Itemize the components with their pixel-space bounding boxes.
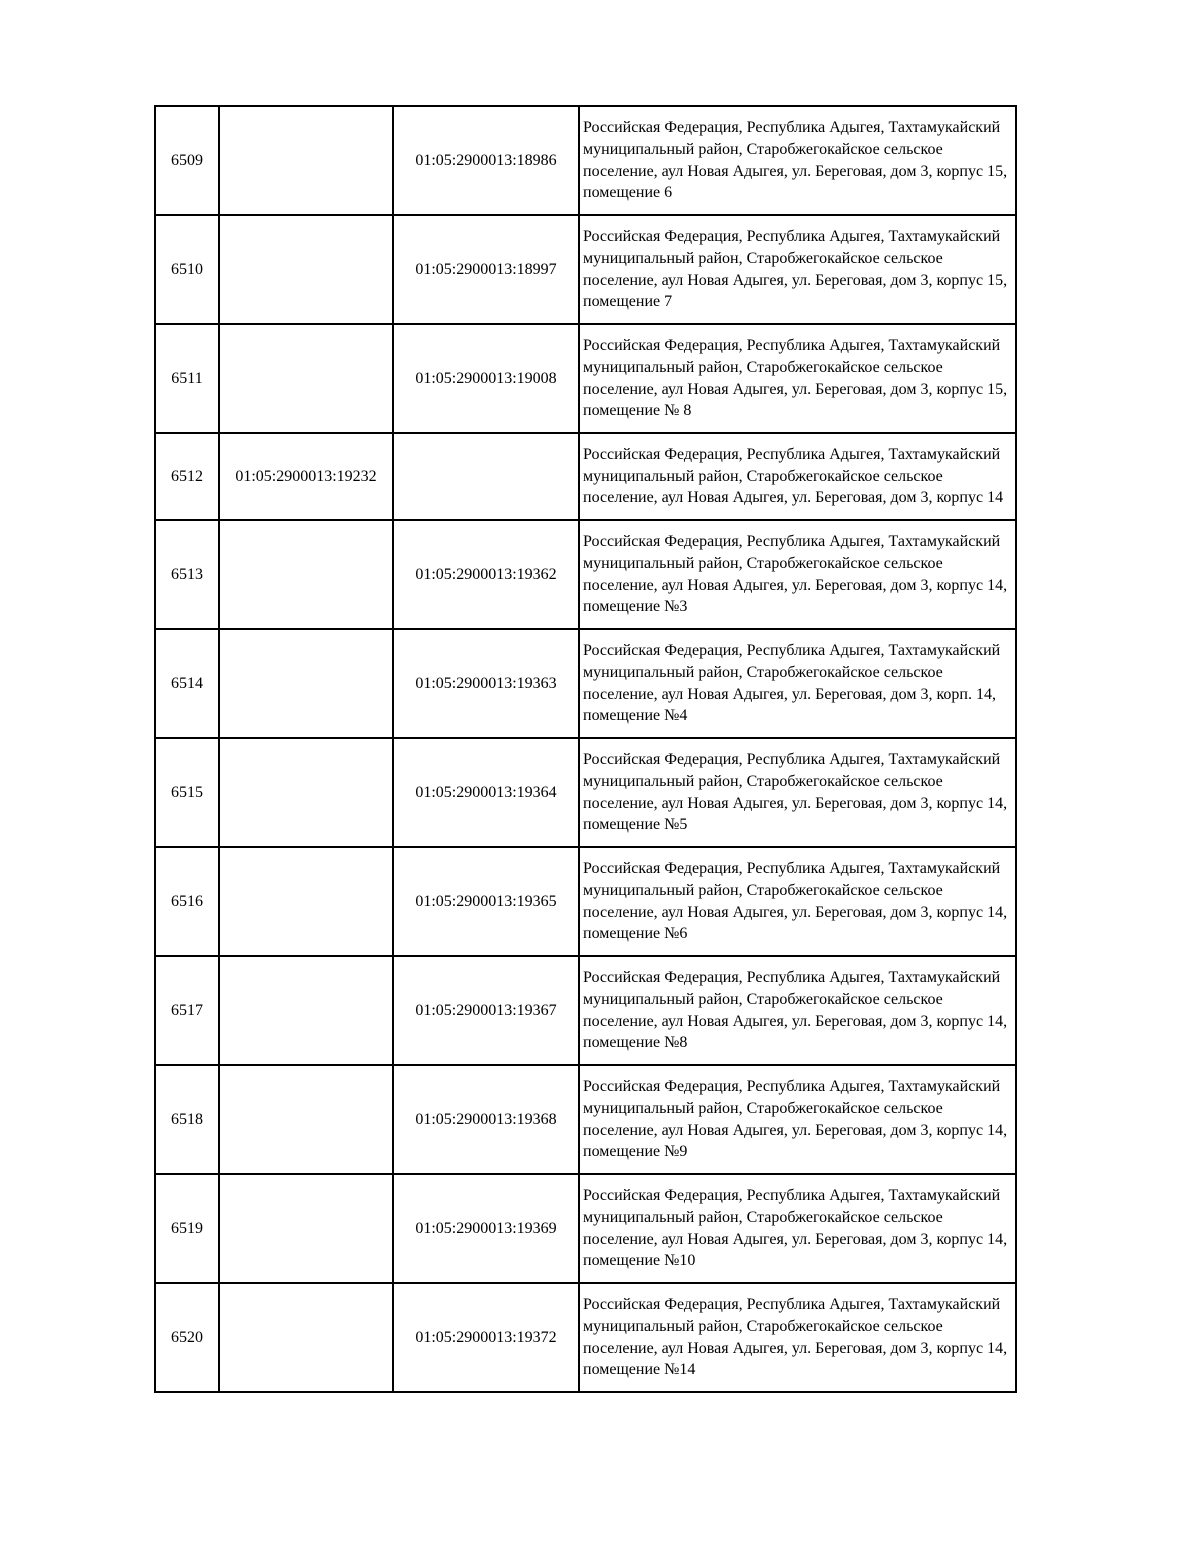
table-row: [155, 1065, 1016, 1174]
cadastral-number-2-cell: 01:05:2900013:19369: [393, 1174, 579, 1283]
table-row: [155, 1174, 1016, 1283]
table-row: [155, 215, 1016, 324]
cadastral-number-1-cell: [219, 956, 393, 1065]
cadastral-number-2-cell: 01:05:2900013:19372: [393, 1283, 579, 1392]
row-number-cell: 6509: [155, 106, 219, 215]
table-row: [155, 106, 1016, 215]
cadastral-number-1-cell: [219, 215, 393, 324]
table-row: [155, 847, 1016, 956]
cadastral-number-2-cell: 01:05:2900013:19365: [393, 847, 579, 956]
cadastral-number-2-cell: [393, 433, 579, 520]
cadastral-number-1-cell: [219, 1283, 393, 1392]
cadastral-number-1-cell: [219, 629, 393, 738]
cadastral-number-1-cell: [219, 106, 393, 215]
cadastral-number-1-cell: [219, 738, 393, 847]
cadastral-number-1-cell: [219, 1065, 393, 1174]
cadastral-number-2-cell: 01:05:2900013:19362: [393, 520, 579, 629]
property-table: [154, 105, 1017, 1393]
row-number-cell: 6515: [155, 738, 219, 847]
cadastral-number-1-cell: [219, 324, 393, 433]
cadastral-number-2-cell: 01:05:2900013:18986: [393, 106, 579, 215]
table-row: [155, 433, 1016, 520]
table-row: [155, 520, 1016, 629]
cadastral-number-1-cell: [219, 847, 393, 956]
address-cell: Российская Федерация, Республика Адыгея, Тахтамукайский муниципальный район, Старобжегокайское сельское поселение, аул Новая Адыгея, ул. Береговая, дом 3, корпус 14, помещение №6: [579, 847, 1016, 956]
address-cell: Российская Федерация, Республика Адыгея, Тахтамукайский муниципальный район, Старобжегокайское сельское поселение, аул Новая Адыгея, ул. Береговая, дом 3, корпус 14, помещение №14: [579, 1283, 1016, 1392]
address-cell: Российская Федерация, Республика Адыгея, Тахтамукайский муниципальный район, Старобжегокайское сельское поселение, аул Новая Адыгея, ул. Береговая, дом 3, корпус 14, помещение №10: [579, 1174, 1016, 1283]
row-number-cell: 6517: [155, 956, 219, 1065]
address-cell: Российская Федерация, Республика Адыгея, Тахтамукайский муниципальный район, Старобжегокайское сельское поселение, аул Новая Адыгея, ул. Береговая, дом 3, корпус 14: [579, 433, 1016, 520]
table-row: [155, 324, 1016, 433]
table-row: [155, 738, 1016, 847]
row-number-cell: 6518: [155, 1065, 219, 1174]
row-number-cell: 6512: [155, 433, 219, 520]
cadastral-number-1-cell: [219, 520, 393, 629]
address-cell: Российская Федерация, Республика Адыгея, Тахтамукайский муниципальный район, Старобжегокайское сельское поселение, аул Новая Адыгея, ул. Береговая, дом 3, корпус 15, помещение 7: [579, 215, 1016, 324]
cadastral-number-2-cell: 01:05:2900013:19368: [393, 1065, 579, 1174]
address-cell: Российская Федерация, Республика Адыгея, Тахтамукайский муниципальный район, Старобжегокайское сельское поселение, аул Новая Адыгея, ул. Береговая, дом 3, корпус 14, помещение №8: [579, 956, 1016, 1065]
cadastral-number-1-cell: [219, 1174, 393, 1283]
cadastral-number-1-cell: 01:05:2900013:19232: [219, 433, 393, 520]
address-cell: Российская Федерация, Республика Адыгея, Тахтамукайский муниципальный район, Старобжегокайское сельское поселение, аул Новая Адыгея, ул. Береговая, дом 3, корпус 15, помещение 6: [579, 106, 1016, 215]
address-cell: Российская Федерация, Республика Адыгея, Тахтамукайский муниципальный район, Старобжегокайское сельское поселение, аул Новая Адыгея, ул. Береговая, дом 3, корпус 14, помещение №5: [579, 738, 1016, 847]
address-cell: Российская Федерация, Республика Адыгея, Тахтамукайский муниципальный район, Старобжегокайское сельское поселение, аул Новая Адыгея, ул. Береговая, дом 3, корпус 14, помещение №3: [579, 520, 1016, 629]
table-row: [155, 956, 1016, 1065]
row-number-cell: 6516: [155, 847, 219, 956]
row-number-cell: 6520: [155, 1283, 219, 1392]
cadastral-number-2-cell: 01:05:2900013:19363: [393, 629, 579, 738]
row-number-cell: 6519: [155, 1174, 219, 1283]
address-cell: Российская Федерация, Республика Адыгея, Тахтамукайский муниципальный район, Старобжегокайское сельское поселение, аул Новая Адыгея, ул. Береговая, дом 3, корпус 15, помещение № 8: [579, 324, 1016, 433]
cadastral-number-2-cell: 01:05:2900013:19367: [393, 956, 579, 1065]
address-cell: Российская Федерация, Республика Адыгея, Тахтамукайский муниципальный район, Старобжегокайское сельское поселение, аул Новая Адыгея, ул. Береговая, дом 3, корп. 14, помещение №4: [579, 629, 1016, 738]
row-number-cell: 6511: [155, 324, 219, 433]
cadastral-number-2-cell: 01:05:2900013:19008: [393, 324, 579, 433]
table-row: [155, 629, 1016, 738]
cadastral-number-2-cell: 01:05:2900013:18997: [393, 215, 579, 324]
row-number-cell: 6514: [155, 629, 219, 738]
row-number-cell: 6513: [155, 520, 219, 629]
cadastral-number-2-cell: 01:05:2900013:19364: [393, 738, 579, 847]
address-cell: Российская Федерация, Республика Адыгея, Тахтамукайский муниципальный район, Старобжегокайское сельское поселение, аул Новая Адыгея, ул. Береговая, дом 3, корпус 14, помещение №9: [579, 1065, 1016, 1174]
table-row: [155, 1283, 1016, 1392]
row-number-cell: 6510: [155, 215, 219, 324]
